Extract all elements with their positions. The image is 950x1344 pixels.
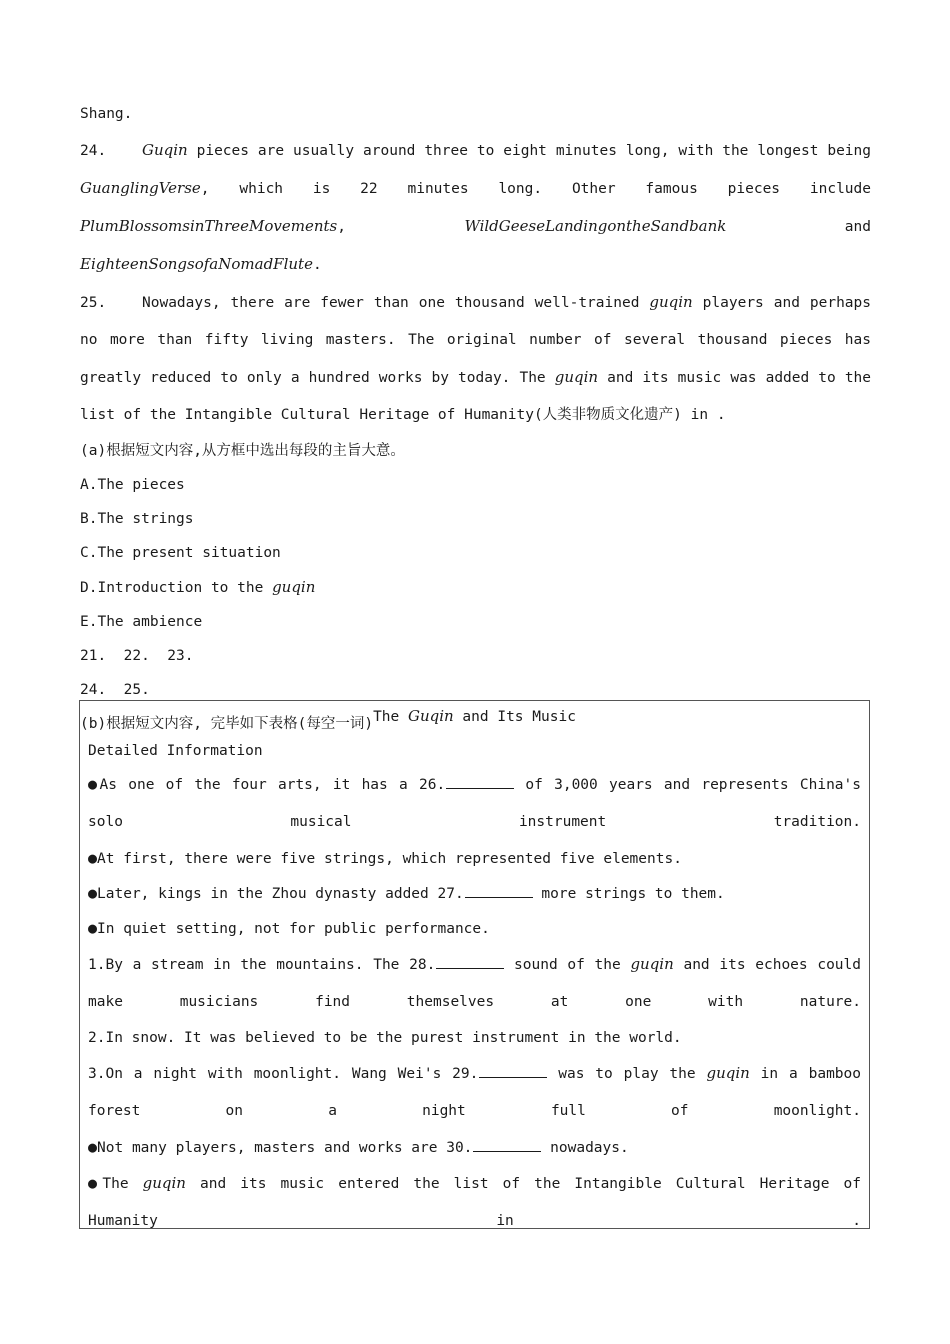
table-title-text: and Its Music	[453, 709, 576, 725]
row-text: and its music entered the list of the Intangible Cultural Heritage of Humanity in .	[88, 1176, 861, 1229]
blank-29[interactable]	[479, 1063, 547, 1078]
italic-term: guqin	[272, 578, 316, 596]
paragraph-text: players and perhaps no more than fifty living masters. The original number of several thousand pieces has greatly reduced to only a hundred works by today. The	[80, 295, 871, 386]
bullet: ●	[88, 1138, 98, 1156]
bullet: ●	[88, 1174, 103, 1192]
row-text: sound of the	[504, 957, 631, 973]
bullet: ●	[88, 884, 98, 902]
table-title	[88, 699, 861, 734]
row-text: 3.On a night with moonlight. Wang Wei's 29.	[88, 1066, 479, 1082]
italic-title: PlumBlossomsinThreeMovements	[80, 217, 338, 235]
option-b: B.The strings	[80, 511, 194, 527]
row-text: in a bamboo forest on a night full of moonlight.	[88, 1066, 861, 1119]
italic-term: guqin	[554, 368, 599, 386]
row-text: The	[102, 1176, 143, 1192]
option-c: C.The present situation	[80, 545, 281, 561]
paragraph-25	[80, 284, 871, 434]
info-table	[79, 700, 870, 1229]
bullet: ●	[88, 849, 98, 867]
italic-term: Guqin	[408, 707, 454, 725]
row-text: At first, there were five strings, which represented five elements.	[97, 851, 682, 867]
bullet: ●	[88, 919, 98, 937]
bullet: ●	[88, 775, 100, 793]
table-row-present	[88, 1130, 861, 1165]
option-d	[80, 570, 871, 605]
paragraph-text: and	[726, 219, 871, 235]
table-row-strings-added	[88, 876, 861, 911]
option-e: E.The ambience	[80, 614, 203, 630]
table-row-strings-origin	[88, 841, 861, 876]
italic-term: guqin	[706, 1064, 750, 1082]
table-title-text: The	[373, 709, 408, 725]
paragraph-text: .	[312, 257, 322, 273]
table-row-stream	[88, 946, 861, 1021]
option-a: A.The pieces	[80, 477, 185, 493]
part-a-instruction: (a)根据短文内容,从方框中选出每段的主旨大意。	[80, 443, 405, 459]
row-text: As one of the four arts, it has a 26.	[99, 777, 446, 793]
table-row-moonlight	[88, 1055, 861, 1130]
paragraph-text: and its music was added to the list of the Intangible Cultural Heritage of Humanity(人类非物质文化遗产) in .	[80, 370, 872, 423]
row-text: more strings to them.	[532, 886, 725, 902]
italic-title: EighteenSongsofaNomadFlute	[80, 255, 313, 273]
paragraph-number: 24.	[80, 143, 107, 159]
table-row-setting	[88, 911, 861, 946]
paragraph-24	[80, 132, 871, 284]
passage	[80, 98, 871, 741]
italic-title: WildGeeseLandingontheSandbank	[464, 217, 727, 235]
row-text: was to play the	[547, 1066, 707, 1082]
table-row-history	[88, 766, 861, 841]
blank-26[interactable]	[446, 774, 514, 789]
row-text: nowadays.	[541, 1140, 629, 1156]
continued-text: Shang.	[80, 106, 133, 122]
italic-title: GuanglingVerse	[80, 179, 201, 197]
paragraph-text: Nowadays, there are fewer than one thousand well-trained	[142, 295, 650, 311]
italic-term: Guqin	[142, 141, 188, 159]
paragraph-text: , which is 22 minutes long. Other famous pieces include	[200, 181, 871, 197]
table-row-heritage	[88, 1165, 861, 1240]
row-text: 1.By a stream in the mountains. The 28.	[88, 957, 436, 973]
row-text: Not many players, masters and works are 30.	[97, 1140, 473, 1156]
table-row-snow: 2.In snow. It was believed to be the purest instrument in the world.	[88, 1030, 682, 1046]
paragraph-number: 25.	[80, 295, 107, 311]
row-text: In quiet setting, not for public performance.	[97, 921, 490, 937]
table-subtitle: Detailed Information	[88, 743, 263, 759]
italic-term: guqin	[649, 293, 693, 311]
blank-30[interactable]	[473, 1137, 541, 1152]
row-text: of 3,000 years and represents China's solo musical instrument tradition.	[88, 777, 861, 830]
blank-27[interactable]	[465, 883, 533, 898]
italic-term: guqin	[630, 955, 674, 973]
paragraph-text: ,	[337, 219, 465, 235]
part-b-instruction: (b)根据短文内容, 完毕如下表格(每空一词)	[80, 716, 374, 732]
row-text: Later, kings in the Zhou dynasty added 27.	[97, 886, 464, 902]
answer-numbers-1: 21. 22. 23.	[80, 648, 194, 664]
option-d-text: D.Introduction to the	[80, 580, 273, 596]
answer-numbers-2: 24. 25.	[80, 682, 150, 698]
paragraph-text: pieces are usually around three to eight minutes long, with the longest being	[187, 143, 871, 159]
row-text: and its echoes could make musicians find themselves at one with nature.	[88, 957, 861, 1010]
italic-term: guqin	[142, 1174, 186, 1192]
blank-28[interactable]	[436, 954, 504, 969]
